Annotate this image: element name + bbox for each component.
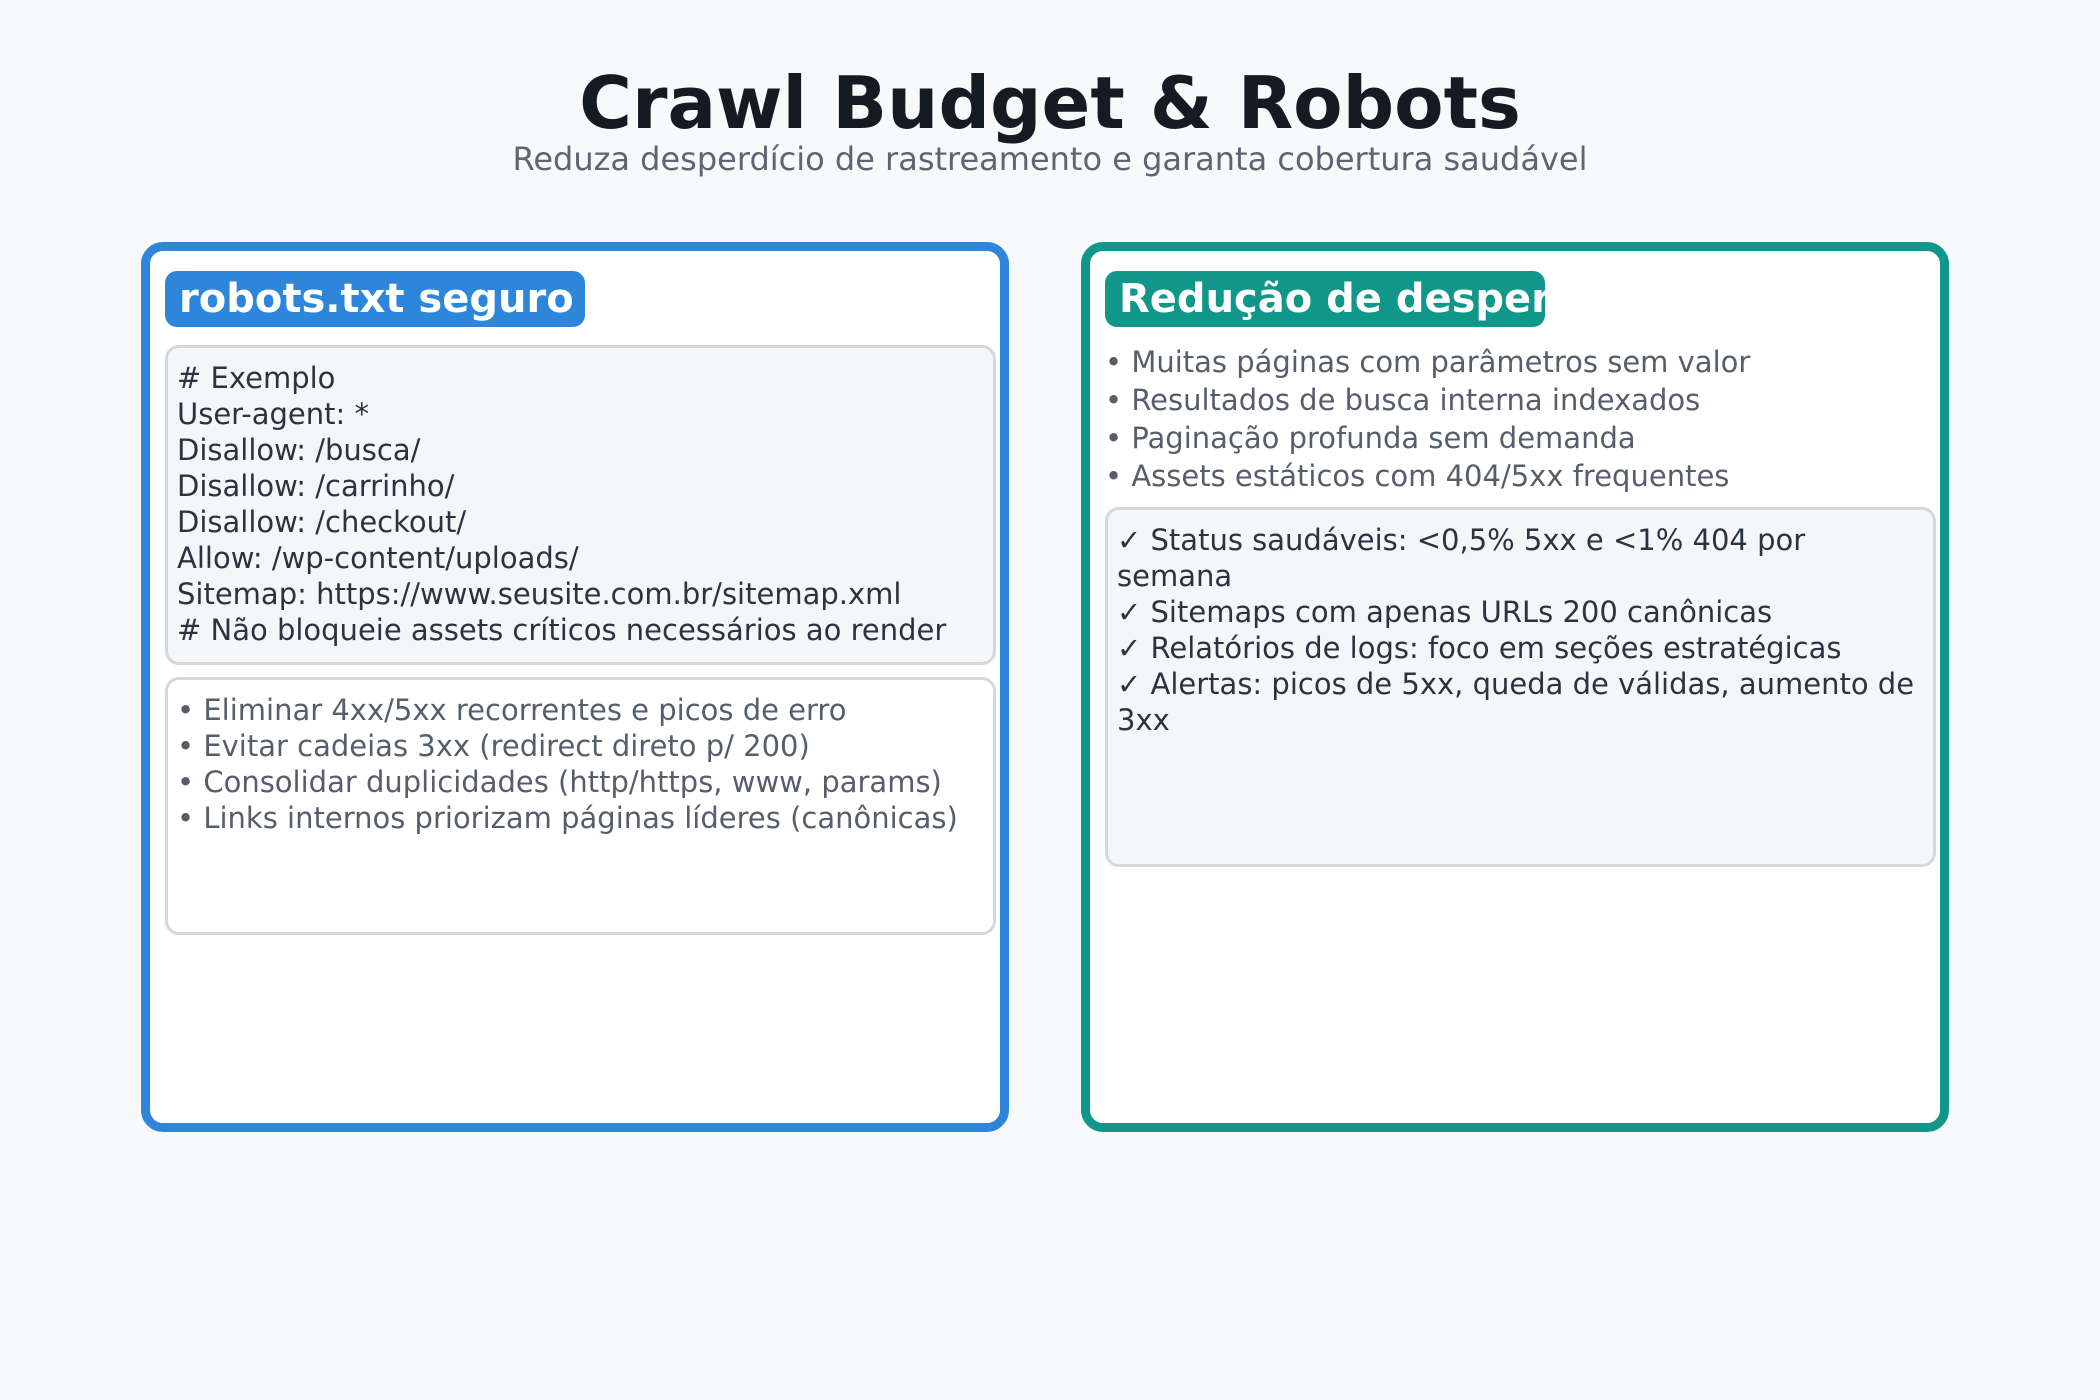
health-checks-box	[1105, 507, 1936, 867]
list-item: • Consolidar duplicidades (http/https, www, params)	[177, 765, 942, 799]
check-item: ✓ Status saudáveis: <0,5% 5xx e <1% 404 por semana	[1117, 523, 1806, 593]
code-line: # Exemplo	[177, 361, 336, 395]
list-item: • Links internos priorizam páginas líderes (canônicas)	[177, 801, 958, 835]
waste-reduction-panel	[1081, 242, 1949, 1132]
code-line: Disallow: /checkout/	[177, 505, 467, 539]
check-item: ✓ Relatórios de logs: foco em seções estratégicas	[1117, 631, 1842, 665]
list-item: • Evitar cadeias 3xx (redirect direto p/ 200)	[177, 729, 810, 763]
robots-code-box	[165, 345, 996, 665]
list-item: • Eliminar 4xx/5xx recorrentes e picos de erro	[177, 693, 847, 727]
list-item: • Paginação profunda sem demanda	[1105, 421, 1636, 455]
robots-panel-title: robots.txt seguro	[165, 271, 585, 327]
code-line: Disallow: /busca/	[177, 433, 421, 467]
code-line: Allow: /wp-content/uploads/	[177, 541, 579, 575]
code-line: Disallow: /carrinho/	[177, 469, 455, 503]
check-item: ✓ Alertas: picos de 5xx, queda de válidas, aumento de 3xx	[1117, 667, 1915, 737]
robots-panel	[141, 242, 1009, 1132]
code-line: # Não bloqueie assets críticos necessários ao render	[177, 613, 947, 647]
code-line: User-agent: *	[177, 397, 369, 431]
page-title: Crawl Budget & Robots	[579, 61, 1521, 145]
check-item: ✓ Sitemaps com apenas URLs 200 canônicas	[1117, 595, 1773, 629]
page-subtitle: Reduza desperdício de rastreamento e garanta cobertura saudável	[512, 140, 1588, 178]
list-item: • Muitas páginas com parâmetros sem valor	[1105, 345, 1751, 379]
list-item: • Resultados de busca interna indexados	[1105, 383, 1701, 417]
list-item: • Assets estáticos com 404/5xx frequentes	[1105, 459, 1730, 493]
waste-bullets	[1105, 343, 1936, 495]
robots-points-box	[165, 677, 996, 935]
waste-reduction-panel-title: Redução de desperdício	[1105, 271, 1545, 327]
code-line: Sitemap: https://www.seusite.com.br/sitemap.xml	[177, 577, 902, 611]
